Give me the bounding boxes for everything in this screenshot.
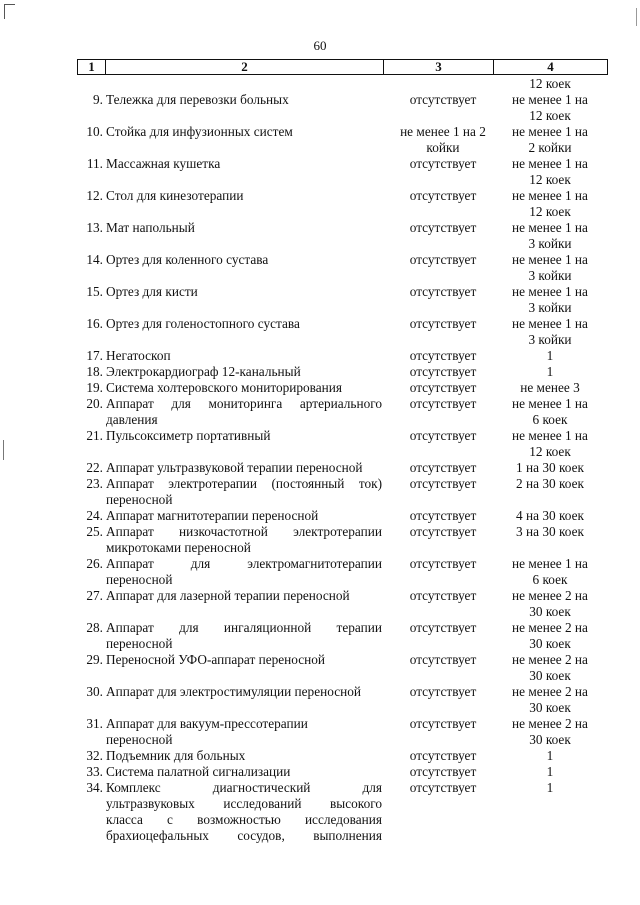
equipment-name [106,652,382,668]
quantity-cell [500,620,600,652]
quantity-line: не менее 1 на [512,428,588,443]
equipment-name [106,780,382,844]
equipment-name-line: Аппарат для электромагнитотерапии [106,556,382,571]
quantity-line: 30 коек [529,700,571,715]
availability-line: койки [426,140,460,155]
scan-corner-mark [4,4,15,19]
equipment-name-line: Пульсоксиметр портативный [106,428,271,443]
row-number: 28. [86,620,103,635]
availability-cell [387,188,499,204]
equipment-name-line: Ортез для голеностопного сустава [106,316,300,331]
availability-line: отсутствует [409,748,477,763]
equipment-name-line: Аппарат для ингаляционной терапии [106,620,382,635]
equipment-name [106,380,382,396]
row-number: 23. [86,476,103,491]
row-number: 30. [86,684,103,699]
availability-cell [387,428,499,444]
equipment-name-line: Аппарат для лазерной терапии переносной [106,588,350,603]
equipment-name [106,620,382,652]
quantity-line: 1 [546,764,554,779]
equipment-name-line: переносной [106,636,173,651]
quantity-line: 30 коек [529,732,571,747]
quantity-line: 3 койки [528,332,572,347]
quantity-cell [500,348,600,364]
availability-line: отсутствует [409,652,477,667]
availability-cell [387,524,499,540]
equipment-name-line: Негатоскоп [106,348,171,363]
quantity-line: 1 [546,780,554,795]
equipment-name-line: Ортез для коленного сустава [106,252,269,267]
row-number: 20. [86,396,103,411]
row-number: 10. [86,124,103,139]
availability-line: отсутствует [409,188,477,203]
equipment-name-line: Система палатной сигнализации [106,764,291,779]
equipment-name-line: Комплекс диагностический для [106,780,382,795]
equipment-name-line: переносной [106,492,173,507]
equipment-name [106,748,382,764]
equipment-name-line: ультразвуковых исследований высокого [106,796,382,811]
row-number: 21. [86,428,103,443]
quantity-cell [500,220,600,252]
equipment-name [106,716,382,748]
equipment-name-line: Система холтеровского мониторирования [106,380,343,395]
equipment-name [106,284,382,300]
availability-cell [387,476,499,492]
equipment-name-line: Стойка для инфузионных систем [106,124,293,139]
equipment-name-line: Аппарат ультразвуковой терапии переносной [106,460,363,475]
quantity-cell [500,588,600,620]
quantity-cell [500,460,600,476]
quantity-line: 3 койки [528,300,572,315]
scan-edge-mark-right [636,8,637,26]
equipment-name [106,396,382,428]
quantity-line: 4 на 30 коек [516,508,584,523]
header-col-4: 4 [547,59,554,74]
row-number: 32. [86,748,103,763]
availability-line: отсутствует [409,620,477,635]
quantity-line: не менее 1 на [512,284,588,299]
equipment-name [106,476,382,508]
availability-line: отсутствует [409,348,477,363]
quantity-cell [500,748,600,764]
quantity-line: 12 коек [529,172,571,187]
row-number: 17. [86,348,103,363]
availability-line: отсутствует [409,380,477,395]
equipment-name [106,460,382,476]
row-number: 9. [93,92,103,107]
quantity-cell [500,508,600,524]
quantity-cell [500,684,600,716]
header-col-1: 1 [78,60,106,74]
table-header [77,59,608,75]
equipment-name-line: Массажная кушетка [106,156,221,171]
availability-cell [387,652,499,668]
quantity-line: не менее 2 на [512,652,588,667]
row-number: 16. [86,316,103,331]
equipment-name [106,252,382,268]
availability-cell [387,220,499,236]
equipment-name-line: класса с возможностью исследования [106,812,382,827]
row-number: 18. [86,364,103,379]
quantity-line: 12 коек [529,444,571,459]
availability-cell [387,780,499,796]
quantity-cell [500,252,600,284]
scan-edge-mark [3,440,4,460]
availability-cell [387,684,499,700]
quantity-line: не менее 1 на [512,316,588,331]
availability-cell [387,124,499,156]
quantity-line: не менее 2 на [512,684,588,699]
availability-cell [387,396,499,412]
availability-line: отсутствует [409,92,477,107]
availability-cell [387,252,499,268]
quantity-line: 1 [546,364,554,379]
equipment-name [106,428,382,444]
quantity-line: 30 коек [529,636,571,651]
equipment-name [106,156,382,172]
availability-line: отсутствует [409,508,477,523]
equipment-name-line: брахиоцефальных сосудов, выполнения [106,828,382,843]
quantity-cell [500,124,600,156]
quantity-line: не менее 1 на [512,556,588,571]
quantity-line: не менее 2 на [512,620,588,635]
quantity-cell [500,156,600,188]
availability-line: отсутствует [409,780,477,795]
quantity-line: не менее 1 на [512,124,588,139]
equipment-name-line: Аппарат для электростимуляции переносной [106,684,361,699]
availability-line: отсутствует [409,364,477,379]
equipment-name-line: Переносной УФО-аппарат переносной [106,652,326,667]
availability-cell [387,748,499,764]
availability-line: отсутствует [409,764,477,779]
equipment-name [106,124,382,140]
quantity-line: 1 [546,348,554,363]
quantity-cell [500,364,600,380]
quantity-cell [500,380,600,396]
header-col-3: 3 [384,60,494,74]
equipment-name [106,764,382,780]
availability-cell [387,380,499,396]
availability-line: отсутствует [409,556,477,571]
quantity-cell [500,316,600,348]
availability-line: отсутствует [409,476,477,491]
equipment-name [106,684,382,700]
quantity-line: 6 коек [532,412,568,427]
equipment-name-line: микротоками переносной [106,540,251,555]
row-number: 12. [86,188,103,203]
equipment-name-line: Стол для кинезотерапии [106,188,244,203]
availability-line: отсутствует [409,460,477,475]
equipment-name-line: Аппарат для вакуум-прессотерапии [106,716,308,731]
row-number: 19. [86,380,103,395]
quantity-line: не менее 1 на [512,188,588,203]
row-number: 11. [86,156,103,171]
continuation-qty: 12 коек [529,76,571,91]
quantity-line: не менее 1 на [512,92,588,107]
page-number: 60 [313,38,327,53]
availability-cell [387,316,499,332]
header-col-2: 2 [106,60,384,74]
equipment-name-line: давления [106,412,158,427]
availability-cell [387,92,499,108]
availability-cell [387,620,499,636]
availability-cell [387,508,499,524]
quantity-cell [500,428,600,460]
quantity-line: 1 [546,748,554,763]
availability-line: отсутствует [409,220,477,235]
quantity-line: 30 коек [529,604,571,619]
quantity-line: 12 коек [529,108,571,123]
availability-line: отсутствует [409,428,477,443]
equipment-name [106,588,382,604]
quantity-line: не менее 1 на [512,220,588,235]
row-number: 24. [86,508,103,523]
equipment-name [106,220,382,236]
availability-line: не менее 1 на 2 [400,124,486,139]
availability-cell [387,716,499,732]
availability-cell [387,156,499,172]
quantity-line: не менее 1 на [512,252,588,267]
equipment-name-line: Ортез для кисти [106,284,198,299]
row-number: 15. [86,284,103,299]
row-number: 27. [86,588,103,603]
row-number: 31. [86,716,103,731]
availability-cell [387,764,499,780]
quantity-cell [500,396,600,428]
quantity-cell [500,652,600,684]
row-number: 33. [86,764,103,779]
availability-cell [387,364,499,380]
equipment-name-line: Электрокардиограф 12-канальный [106,364,301,379]
equipment-name [106,364,382,380]
availability-cell [387,588,499,604]
equipment-name [106,188,382,204]
quantity-line: 12 коек [529,204,571,219]
quantity-cell [500,780,600,796]
quantity-line: 2 койки [528,140,572,155]
quantity-cell [500,284,600,316]
availability-cell [387,348,499,364]
availability-line: отсутствует [409,284,477,299]
availability-line: отсутствует [409,716,477,731]
quantity-cell [500,716,600,748]
equipment-name [106,92,382,108]
equipment-name-line: Подъемник для больных [106,748,246,763]
equipment-name [106,508,382,524]
equipment-name [106,316,382,332]
quantity-line: не менее 2 на [512,588,588,603]
row-number: 14. [86,252,103,267]
quantity-line: 2 на 30 коек [516,476,584,491]
equipment-name [106,524,382,556]
quantity-cell [500,476,600,492]
quantity-line: не менее 2 на [512,716,588,731]
quantity-line: не менее 1 на [512,396,588,411]
quantity-cell [500,764,600,780]
quantity-line: 1 на 30 коек [516,460,584,475]
availability-line: отсутствует [409,524,477,539]
availability-line: отсутствует [409,252,477,267]
quantity-cell [500,92,600,124]
availability-line: отсутствует [409,684,477,699]
equipment-name [106,348,382,364]
equipment-name-line: Аппарат электротерапии (постоянный ток) [106,476,382,491]
equipment-name-line: Мат напольный [106,220,195,235]
equipment-name [106,556,382,588]
availability-line: отсутствует [409,316,477,331]
row-number: 29. [86,652,103,667]
availability-cell [387,460,499,476]
equipment-name-line: Тележка для перевозки больных [106,92,289,107]
availability-line: отсутствует [409,156,477,171]
availability-line: отсутствует [409,588,477,603]
row-number: 25. [86,524,103,539]
availability-line: отсутствует [409,396,477,411]
availability-cell [387,556,499,572]
equipment-name-line: Аппарат магнитотерапии переносной [106,508,319,523]
equipment-name-line: Аппарат низкочастотной электротерапии [106,524,382,539]
equipment-name-line: переносной [106,572,173,587]
quantity-line: 30 коек [529,668,571,683]
quantity-cell [500,556,600,588]
equipment-name-line: Аппарат для мониторинга артериального [106,396,382,411]
quantity-cell [500,188,600,220]
row-number: 22. [86,460,103,475]
row-number: 26. [86,556,103,571]
row-number: 34. [86,780,103,795]
equipment-name-line: переносной [106,732,173,747]
quantity-line: не менее 1 на [512,156,588,171]
quantity-cell [500,524,600,540]
quantity-line: 3 койки [528,268,572,283]
quantity-line: не менее 3 [520,380,580,395]
availability-cell [387,284,499,300]
quantity-line: 3 на 30 коек [516,524,584,539]
quantity-line: 6 коек [532,572,568,587]
quantity-line: 3 койки [528,236,572,251]
row-number: 13. [86,220,103,235]
